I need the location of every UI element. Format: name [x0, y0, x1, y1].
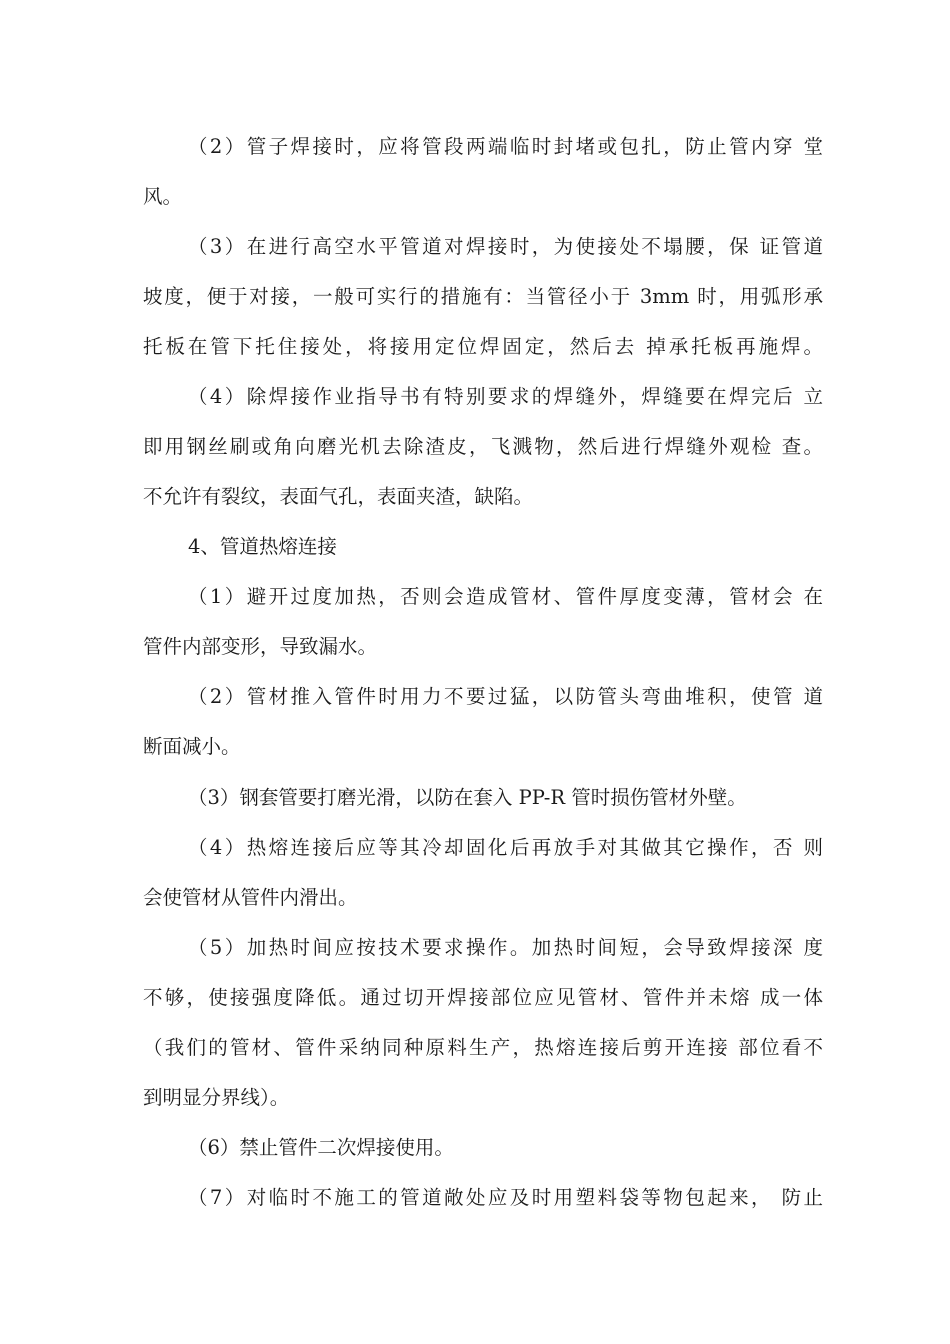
- paragraph-line: （4）除焊接作业指导书有特别要求的焊缝外，焊缝要在焊完后 立: [188, 385, 823, 408]
- paragraph-line: 即用钢丝刷或角向磨光机去除渣皮，飞溅物，然后进行焊缝外观检 查。: [143, 435, 823, 458]
- paragraph-line: 管件内部变形，导致漏水。: [143, 635, 378, 658]
- paragraph-line: 坡度，便于对接，一般可实行的措施有：当管径小于 3mm 时，用弧形承: [143, 285, 823, 308]
- paragraph-line: 会使管材从管件内滑出。: [143, 886, 358, 909]
- paragraph-line: （2）管材推入管件时用力不要过猛，以防管头弯曲堆积，使管 道: [188, 685, 823, 708]
- paragraph-line: （7）对临时不施工的管道敞处应及时用塑料袋等物包起来， 防止: [188, 1186, 823, 1209]
- paragraph-line: 到明显分界线）。: [143, 1086, 290, 1109]
- paragraph-line: 不够，使接强度降低。通过切开焊接部位应见管材、管件并未熔 成一体: [143, 986, 823, 1009]
- paragraph-line: （4）热熔连接后应等其冷却固化后再放手对其做其它操作，否 则: [188, 836, 823, 859]
- paragraph-line: 断面减小。: [143, 735, 241, 758]
- paragraph-line: （6）禁止管件二次焊接使用。: [188, 1136, 454, 1159]
- paragraph-line: （2）管子焊接时，应将管段两端临时封堵或包扎，防止管内穿 堂: [188, 135, 823, 158]
- paragraph-line: 不允许有裂纹，表面气孔，表面夹渣，缺陷。: [143, 485, 534, 508]
- paragraph-line: （3）钢套管要打磨光滑，以防在套入 PP-R 管时损伤管材外壁。: [188, 786, 747, 809]
- paragraph-line: 托板在管下托住接处，将接用定位焊固定，然后去 掉承托板再施焊。: [143, 335, 823, 358]
- paragraph-line: 风。: [143, 185, 183, 208]
- paragraph-line: （我们的管材、管件采纳同种原料生产，热熔连接后剪开连接 部位看不: [143, 1036, 823, 1059]
- paragraph-line: （3）在进行高空水平管道对焊接时，为使接处不塌腰，保 证管道: [188, 235, 823, 258]
- paragraph-line: （5）加热时间应按技术要求操作。加热时间短，会导致焊接深 度: [188, 936, 823, 959]
- paragraph-line: （1）避开过度加热，否则会造成管材、管件厚度变薄，管材会 在: [188, 585, 823, 608]
- section-heading: 4、管道热熔连接: [188, 535, 337, 558]
